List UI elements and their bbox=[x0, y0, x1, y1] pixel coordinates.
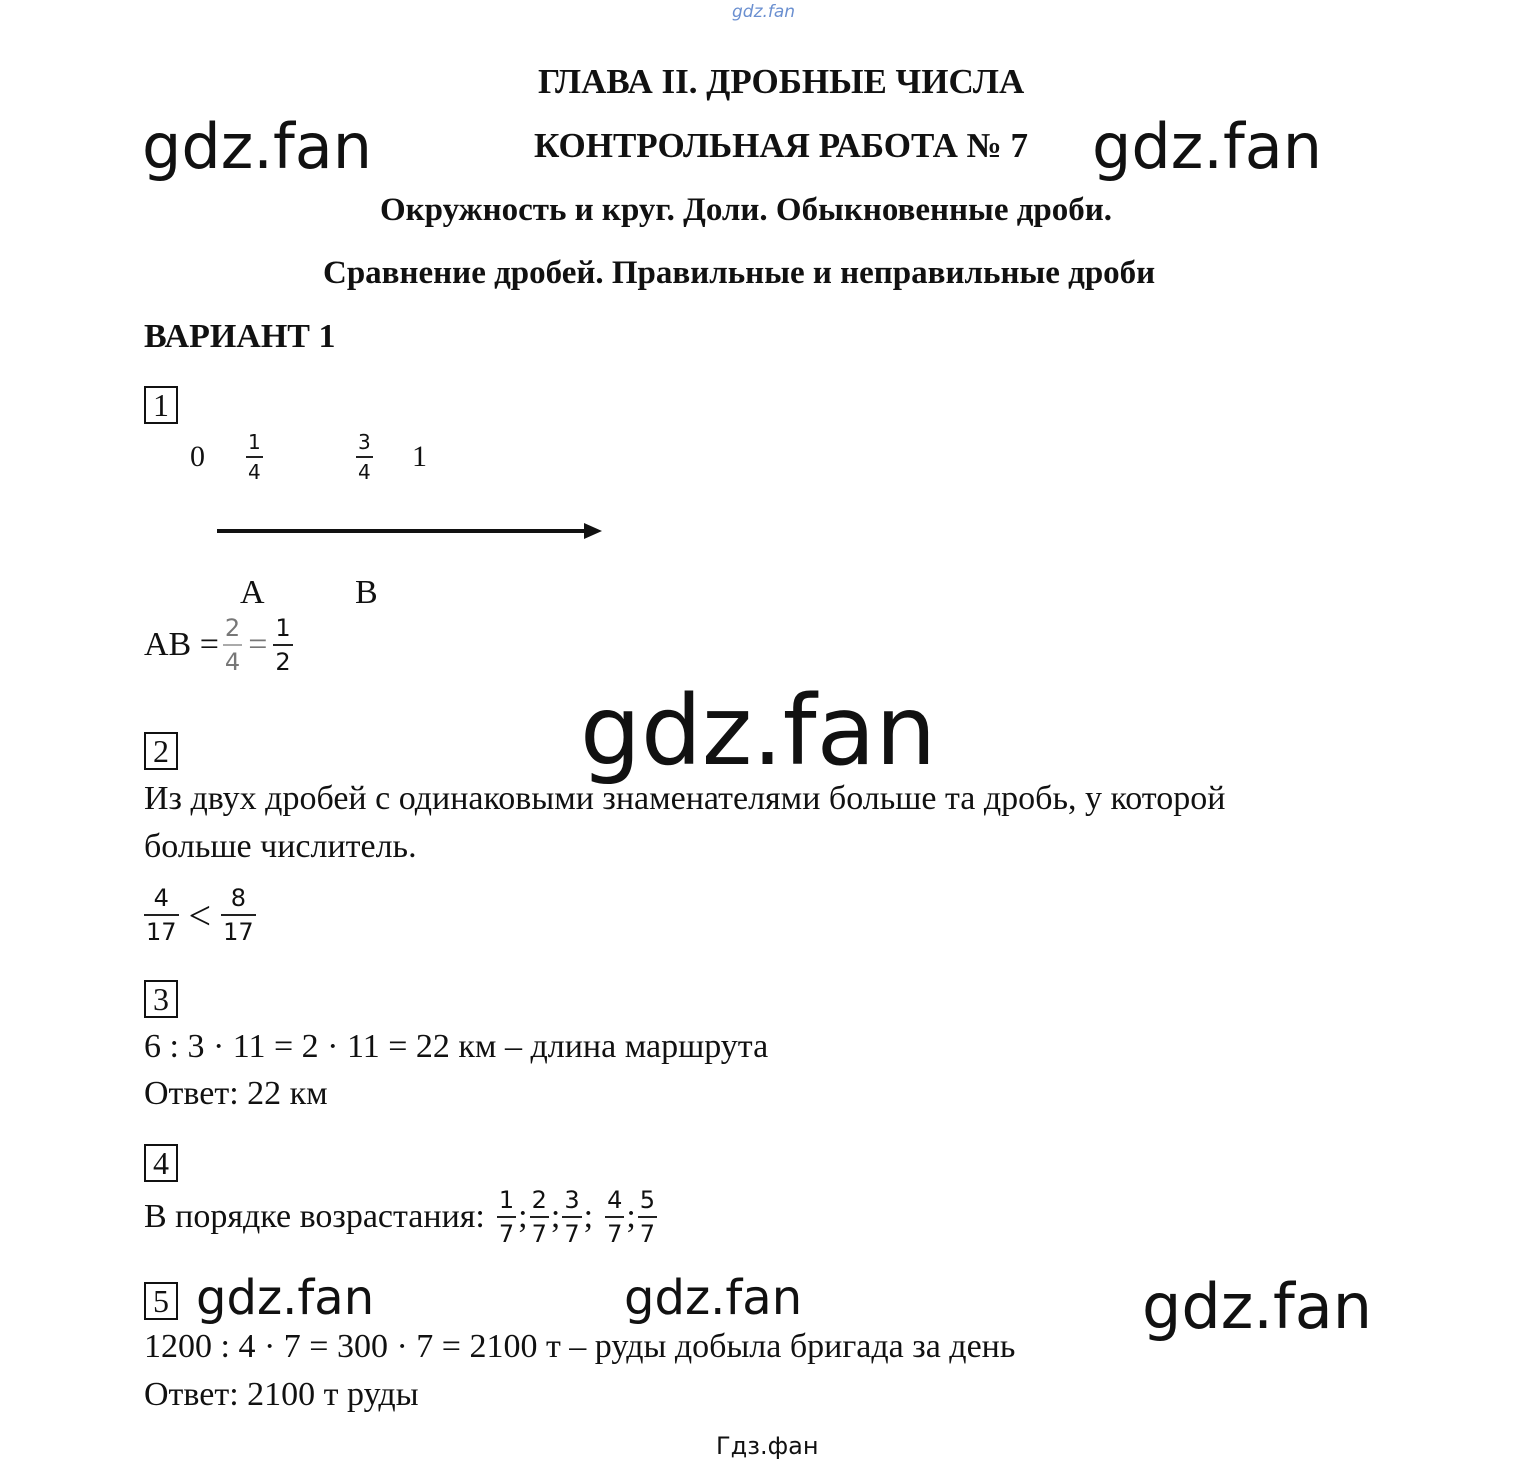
task-4-frac-5-denominator: 7 bbox=[638, 1216, 657, 1246]
task-5-line-1: 1200 : 4 · 7 = 300 · 7 = 2100 т – руды добыла бригада за день bbox=[144, 1328, 1016, 1365]
task-4-frac-3-denominator: 7 bbox=[562, 1216, 581, 1246]
ab-frac2-numerator: 1 bbox=[275, 614, 291, 642]
task-4-line bbox=[144, 1188, 659, 1246]
task-3-number: 3 bbox=[144, 980, 178, 1018]
task-2-less-than: < bbox=[188, 892, 212, 938]
task-2-line-1: Из двух дробей с одинаковыми знаменателями больше та дробь, у которой bbox=[144, 780, 1226, 817]
watermark-top: gdz.fan bbox=[732, 2, 796, 22]
task-4-number: 4 bbox=[144, 1144, 178, 1182]
task-2-line-2: больше числитель. bbox=[144, 828, 417, 865]
ab-frac1-denominator: 4 bbox=[223, 644, 242, 674]
task-4-separator: ; bbox=[518, 1198, 528, 1235]
task-4-frac-2-denominator: 7 bbox=[530, 1216, 549, 1246]
task-4-frac-4-numerator: 4 bbox=[607, 1186, 623, 1214]
task-2-left-denominator: 17 bbox=[144, 914, 179, 944]
task-4-frac-1-numerator: 1 bbox=[498, 1186, 515, 1214]
tick-label-one: 1 bbox=[412, 440, 427, 473]
task-4-separator: ; bbox=[583, 1198, 594, 1235]
number-line-ray bbox=[210, 518, 610, 544]
arrow-head-icon bbox=[584, 523, 602, 539]
task-2-left-numerator: 4 bbox=[153, 884, 169, 912]
ab-frac2-denominator: 2 bbox=[273, 644, 292, 674]
task-2-right-denominator: 17 bbox=[221, 914, 256, 944]
topic-line-1: Окружность и круг. Доли. Обыкновенные дроби. bbox=[380, 192, 1113, 228]
variant-title: ВАРИАНТ 1 bbox=[144, 318, 336, 355]
quarter-denominator: 4 bbox=[246, 456, 263, 482]
watermark-bottom-left: gdz.fan bbox=[196, 1270, 375, 1326]
task-1-number: 1 bbox=[144, 386, 178, 424]
task-4-frac-1-denominator: 7 bbox=[497, 1216, 516, 1246]
chapter-title: ГЛАВА II. ДРОБНЫЕ ЧИСЛА bbox=[538, 62, 1025, 101]
ab-eq-sign: = bbox=[248, 626, 268, 663]
watermark-bottom-right: gdz.fan bbox=[1142, 1270, 1373, 1343]
task-4-frac-3-numerator: 3 bbox=[564, 1186, 580, 1214]
ab-frac1-numerator: 2 bbox=[224, 614, 241, 642]
task-5-number: 5 bbox=[144, 1282, 178, 1320]
tick-label-quarter bbox=[244, 432, 265, 482]
task-4-frac-4-denominator: 7 bbox=[605, 1216, 624, 1246]
tick-label-zero: 0 bbox=[190, 440, 205, 473]
task-3-answer: Ответ: 22 км bbox=[144, 1075, 328, 1112]
tick-label-three-quarters bbox=[354, 432, 375, 482]
task-4-separator: ; bbox=[550, 1198, 561, 1235]
watermark-header-right: gdz.fan bbox=[1092, 110, 1323, 183]
three-quarters-numerator: 3 bbox=[358, 430, 371, 454]
task-2-number: 2 bbox=[144, 732, 178, 770]
task-4-label: В порядке возрастания: bbox=[144, 1198, 485, 1235]
task-4-frac-2-numerator: 2 bbox=[531, 1186, 547, 1214]
watermark-center: gdz.fan bbox=[580, 675, 937, 787]
ab-equation bbox=[144, 616, 295, 674]
work-title: КОНТРОЛЬНАЯ РАБОТА № 7 bbox=[534, 126, 1029, 165]
point-a-label: A bbox=[240, 574, 265, 611]
watermark-header-left: gdz.fan bbox=[142, 110, 373, 183]
task-2-right-numerator: 8 bbox=[230, 884, 247, 912]
task-5-answer: Ответ: 2100 т руды bbox=[144, 1376, 419, 1413]
three-quarters-denominator: 4 bbox=[356, 456, 373, 482]
point-b-label: B bbox=[355, 574, 378, 611]
topic-line-2: Сравнение дробей. Правильные и неправильные дроби bbox=[323, 255, 1156, 291]
quarter-numerator: 1 bbox=[248, 430, 261, 454]
task-4-separator: ; bbox=[626, 1198, 636, 1235]
footer-watermark: Гдз.фан bbox=[716, 1432, 819, 1460]
task-2-comparison bbox=[142, 886, 258, 944]
task-3-line-1: 6 : 3 · 11 = 2 · 11 = 22 км – длина маршрута bbox=[144, 1028, 769, 1065]
ab-label: AB = bbox=[144, 626, 219, 663]
watermark-bottom-mid: gdz.fan bbox=[624, 1270, 803, 1326]
task-4-frac-5-numerator: 5 bbox=[639, 1186, 656, 1214]
